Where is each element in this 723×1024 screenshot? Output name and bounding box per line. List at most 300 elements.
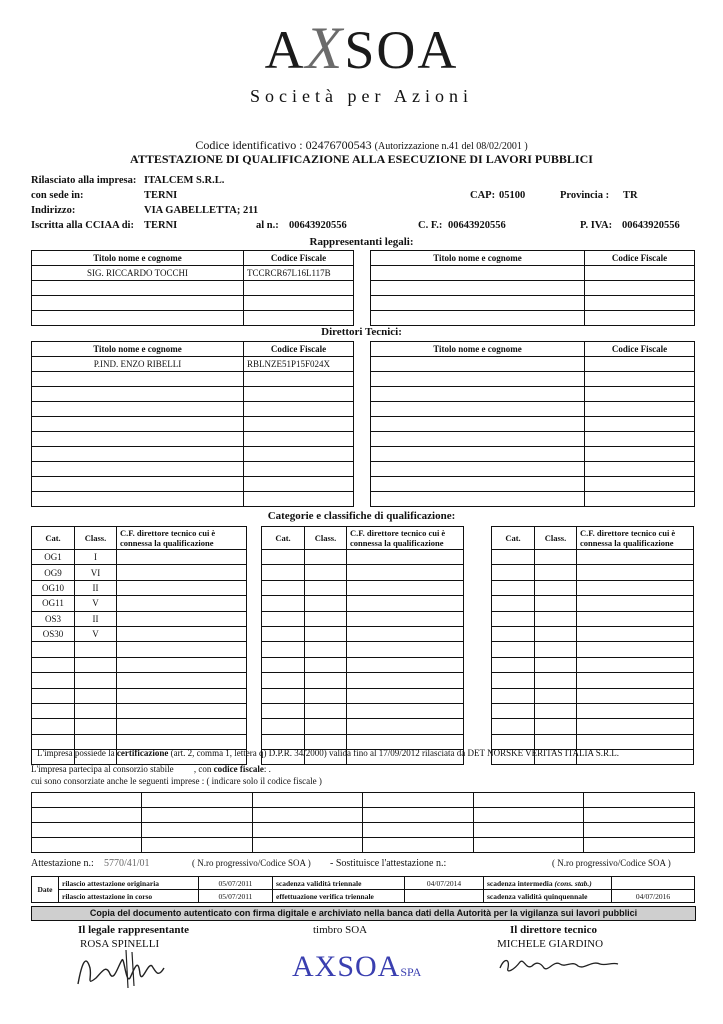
table-row	[492, 657, 694, 672]
direttore-signature	[496, 950, 626, 978]
scadenza-triennale-label: scadenza validità triennale	[273, 877, 405, 890]
cell-cf	[244, 492, 354, 507]
cell-cat	[492, 626, 535, 641]
cf-value: 00643920556	[448, 220, 506, 231]
piva-value: 00643920556	[622, 220, 680, 231]
cell-cf	[117, 550, 247, 565]
cell-cf	[244, 281, 354, 296]
cell-cat	[262, 642, 305, 657]
sede-value: TERNI	[144, 190, 178, 201]
table-row	[32, 477, 354, 492]
axsoa-stamp	[292, 950, 421, 984]
table-row	[32, 281, 354, 296]
cell-class	[535, 688, 577, 703]
cell-cf	[117, 719, 247, 734]
rappresentanti-title: Rappresentanti legali:	[309, 236, 414, 248]
cell-cat: OS3	[32, 611, 75, 626]
table-row	[492, 719, 694, 734]
cell-cat	[262, 703, 305, 718]
cell-class	[535, 673, 577, 688]
cell-name	[32, 402, 244, 417]
table-header-row	[32, 527, 247, 550]
cell-cat	[492, 642, 535, 657]
cell-cf	[577, 565, 694, 580]
scadenza-intermedia-text: scadenza intermedia	[487, 878, 553, 888]
scadenza-intermedia-note: (cons. stab.)	[554, 878, 592, 888]
cell-cat	[492, 688, 535, 703]
legale-label: Il legale rappresentante	[78, 924, 190, 936]
piva-label: P. IVA:	[580, 220, 613, 231]
rilascio-corso-label: rilascio attestazione in corso	[59, 890, 199, 903]
cell-class: V	[75, 626, 117, 641]
cell-class	[305, 596, 347, 611]
cell-name	[371, 417, 585, 432]
logo-a: A	[264, 20, 306, 80]
provincia-label: Provincia :	[560, 190, 610, 201]
categorie-table-1	[31, 526, 247, 765]
table-row	[32, 642, 247, 657]
cell-cf	[117, 580, 247, 595]
cell-class	[305, 719, 347, 734]
cell-name	[32, 387, 244, 402]
cell-cat	[262, 719, 305, 734]
verifica-triennale-label: effettuazione verifica triennale	[273, 890, 405, 903]
direttore-label: Il direttore tecnico	[510, 924, 597, 936]
cell-name	[371, 372, 585, 387]
cell-name	[371, 266, 585, 281]
cell-name	[32, 372, 244, 387]
cell-name: P.IND. ENZO RIBELLI	[32, 357, 244, 372]
table-row	[262, 703, 464, 718]
indirizzo-value: VIA GABELLETTA; 211	[144, 205, 259, 216]
cell-cf	[577, 719, 694, 734]
stamp-spa: SPA	[400, 965, 422, 979]
cell-name	[371, 387, 585, 402]
table-row	[492, 642, 694, 657]
table-row	[492, 688, 694, 703]
document-title: ATTESTAZIONE DI QUALIFICAZIONE ALLA ESECUZIONE DI LAVORI PUBBLICI	[130, 152, 593, 166]
cell-class	[75, 719, 117, 734]
cell-cf	[585, 462, 695, 477]
cell-cf	[117, 596, 247, 611]
table-row	[32, 372, 354, 387]
rilascio-originaria-value: 05/07/2011	[199, 877, 273, 890]
categorie-title: Categorie e classifiche di qualificazione:	[267, 510, 456, 522]
cell-cf	[577, 626, 694, 641]
cell-cf	[585, 296, 695, 311]
cell-class	[535, 596, 577, 611]
table-row	[492, 596, 694, 611]
scadenza-intermedia-value	[612, 877, 695, 890]
table-row	[32, 626, 247, 641]
cell-name	[32, 417, 244, 432]
cell-class	[305, 580, 347, 595]
cell-cf	[347, 626, 464, 641]
cell-cf	[244, 417, 354, 432]
cell-class	[75, 688, 117, 703]
table-row	[32, 688, 247, 703]
table-row	[492, 626, 694, 641]
attestazione-label: Attestazione n.:	[31, 858, 94, 869]
cell-cat	[32, 642, 75, 657]
col-header-class: Class.	[535, 527, 577, 550]
table-row	[32, 565, 247, 580]
table-row	[32, 550, 247, 565]
table-row	[32, 462, 354, 477]
table-row	[371, 492, 695, 507]
table-row	[32, 890, 695, 903]
cell-class	[535, 565, 577, 580]
cell-name	[32, 296, 244, 311]
cell-cf	[244, 432, 354, 447]
cell-name	[371, 432, 585, 447]
cell-cat	[262, 673, 305, 688]
consorzio-text-d: : .	[263, 764, 271, 774]
impresa-name: ITALCEM S.R.L.	[144, 175, 225, 186]
table-header-row	[32, 342, 354, 357]
cert-text-b: certificazione	[116, 748, 169, 758]
codice-identificativo	[0, 138, 723, 153]
table-row	[32, 703, 247, 718]
logo-soa: SOA	[344, 20, 459, 80]
table-row	[262, 596, 464, 611]
categorie-table-2	[261, 526, 464, 765]
cell-cat	[262, 565, 305, 580]
table-row	[371, 372, 695, 387]
cell-cf	[577, 550, 694, 565]
cell-cat: OS30	[32, 626, 75, 641]
autorizzazione: (Autorizzazione n.41 del 08/02/2001 )	[374, 141, 528, 152]
cell-cf	[347, 642, 464, 657]
codice-value: 02476700543	[305, 138, 372, 152]
cell-class: II	[75, 580, 117, 595]
cell-cf	[347, 657, 464, 672]
cell-cf	[577, 703, 694, 718]
cell-cf	[347, 611, 464, 626]
table-row	[32, 823, 695, 838]
cell-cat	[492, 596, 535, 611]
cell-cf	[117, 565, 247, 580]
col-header-class: Class.	[305, 527, 347, 550]
table-row	[492, 565, 694, 580]
col-header-name: Titolo nome e cognome	[32, 342, 244, 357]
cell-name	[32, 311, 244, 326]
table-row	[371, 357, 695, 372]
cell-cf	[585, 432, 695, 447]
consorzio-text-c: codice fiscale	[213, 764, 264, 774]
cell-cf	[117, 673, 247, 688]
cell-class	[305, 688, 347, 703]
col-header-cf: C.F. direttore tecnico cui è connessa la qualificazione	[117, 527, 247, 550]
table-row	[32, 447, 354, 462]
cell-cf	[585, 492, 695, 507]
table-row	[371, 266, 695, 281]
table-row	[32, 402, 354, 417]
table-row	[32, 719, 247, 734]
table-row	[371, 462, 695, 477]
cap-label: CAP:	[470, 190, 496, 201]
table-row	[32, 417, 354, 432]
col-header-cat: Cat.	[32, 527, 75, 550]
cell-class	[305, 642, 347, 657]
stamp-text: AXSOA	[292, 950, 401, 983]
provincia-value: TR	[623, 190, 638, 201]
cell-cat	[262, 550, 305, 565]
cell-cf	[117, 642, 247, 657]
date-label: Date	[32, 877, 59, 903]
cell-name	[371, 462, 585, 477]
scadenza-quinquennale-value: 04/07/2016	[612, 890, 695, 903]
cell-class	[535, 611, 577, 626]
cciaa-label: Iscritta alla CCIAA di:	[31, 220, 134, 231]
cell-class	[535, 626, 577, 641]
col-header-name: Titolo nome e cognome	[371, 251, 585, 266]
cell-cat	[492, 565, 535, 580]
direttori-title: Direttori Tecnici:	[321, 326, 402, 338]
cell-cf	[347, 565, 464, 580]
company-subtitle: Società per Azioni	[250, 86, 473, 106]
attestazione-value: 5770/41/01	[104, 858, 150, 869]
cell-name	[32, 492, 244, 507]
table-row	[32, 580, 247, 595]
cell-cf	[585, 281, 695, 296]
consorzio-line	[31, 764, 271, 774]
cell-class	[305, 611, 347, 626]
cell-cf	[577, 611, 694, 626]
table-row	[32, 838, 695, 853]
rilasciato-label: Rilasciato alla impresa:	[31, 175, 137, 186]
rilascio-originaria-label: rilascio attestazione originaria	[59, 877, 199, 890]
table-row	[371, 296, 695, 311]
consorziate-line: cui sono consorziate anche le seguenti imprese : ( indicare solo il codice fiscale )	[31, 776, 322, 786]
certificazione-line	[37, 748, 619, 758]
cell-cat	[32, 657, 75, 672]
table-row	[262, 550, 464, 565]
cell-cf	[585, 402, 695, 417]
table-row	[492, 703, 694, 718]
table-row	[262, 657, 464, 672]
cell-cf	[244, 477, 354, 492]
table-row	[32, 673, 247, 688]
table-row	[371, 417, 695, 432]
table-row	[32, 492, 354, 507]
cell-cf: RBLNZE51P15F024X	[244, 357, 354, 372]
cell-class: VI	[75, 565, 117, 580]
cell-cf	[117, 611, 247, 626]
cell-cf	[347, 580, 464, 595]
indirizzo-label: Indirizzo:	[31, 205, 76, 216]
cell-cat	[262, 688, 305, 703]
col-header-cf: Codice Fiscale	[585, 342, 695, 357]
table-header-row	[262, 527, 464, 550]
cell-class	[305, 657, 347, 672]
cell-cf	[577, 688, 694, 703]
table-row	[371, 477, 695, 492]
cell-cat: OG9	[32, 565, 75, 580]
cell-cat	[32, 688, 75, 703]
scadenza-quinquennale-label: scadenza validità quinquennale	[484, 890, 612, 903]
legale-signature	[72, 944, 182, 990]
cell-class	[305, 626, 347, 641]
verifica-triennale-value	[405, 890, 484, 903]
cell-cf	[347, 673, 464, 688]
cell-cf	[577, 673, 694, 688]
cell-cat	[492, 580, 535, 595]
cell-cf	[244, 311, 354, 326]
table-row	[32, 266, 354, 281]
cell-class	[535, 719, 577, 734]
col-header-cf: C.F. direttore tecnico cui è connessa la qualificazione	[347, 527, 464, 550]
table-row	[262, 565, 464, 580]
table-header-row	[492, 527, 694, 550]
cell-cf	[577, 580, 694, 595]
codice-label: Codice identificativo :	[195, 138, 303, 152]
cciaa-value: TERNI	[144, 220, 178, 231]
cell-class	[535, 642, 577, 657]
cell-class: V	[75, 596, 117, 611]
table-row	[32, 808, 695, 823]
cell-name	[32, 462, 244, 477]
cell-cat	[32, 673, 75, 688]
scadenza-triennale-value: 04/07/2014	[405, 877, 484, 890]
cell-name	[371, 402, 585, 417]
cell-cf	[244, 447, 354, 462]
cell-cf	[585, 417, 695, 432]
cell-class	[75, 703, 117, 718]
progressivo-note: ( N.ro progressivo/Codice SOA )	[192, 858, 311, 868]
cell-class	[75, 673, 117, 688]
col-header-cf: Codice Fiscale	[585, 251, 695, 266]
cell-class	[305, 550, 347, 565]
cell-cat	[262, 596, 305, 611]
cell-name	[371, 296, 585, 311]
col-header-class: Class.	[75, 527, 117, 550]
table-row	[262, 626, 464, 641]
cell-cf	[244, 296, 354, 311]
cell-cat: OG11	[32, 596, 75, 611]
cell-cf	[585, 387, 695, 402]
cell-class	[75, 642, 117, 657]
cell-cat	[492, 657, 535, 672]
cell-cat	[492, 550, 535, 565]
dates-table	[31, 876, 695, 903]
table-row	[492, 611, 694, 626]
table-row	[371, 447, 695, 462]
table-row	[492, 673, 694, 688]
categorie-table-3	[491, 526, 694, 765]
table-row	[262, 673, 464, 688]
cell-cf	[585, 311, 695, 326]
cell-name	[371, 447, 585, 462]
table-row	[32, 432, 354, 447]
scadenza-intermedia-label	[484, 877, 612, 890]
table-row	[32, 296, 354, 311]
cell-class	[535, 657, 577, 672]
cell-class	[535, 703, 577, 718]
cell-cf	[347, 596, 464, 611]
cell-name	[371, 311, 585, 326]
cell-class	[535, 550, 577, 565]
timbro-label: timbro SOA	[313, 924, 368, 936]
table-row	[262, 719, 464, 734]
table-row	[492, 580, 694, 595]
cell-cf: TCCRCR67L16L117B	[244, 266, 354, 281]
cell-cf	[244, 462, 354, 477]
table-row	[32, 793, 695, 808]
legale-name: ROSA SPINELLI	[80, 938, 160, 950]
cell-class: II	[75, 611, 117, 626]
table-row	[371, 387, 695, 402]
table-row	[32, 877, 695, 890]
table-row	[32, 357, 354, 372]
table-row	[32, 611, 247, 626]
col-header-name: Titolo nome e cognome	[32, 251, 244, 266]
cell-name: SIG. RICCARDO TOCCHI	[32, 266, 244, 281]
cell-cf	[577, 596, 694, 611]
sede-label: con sede in:	[31, 190, 84, 201]
cell-cf	[244, 387, 354, 402]
cell-cat	[492, 703, 535, 718]
consorziate-table	[31, 792, 695, 853]
rilascio-corso-value: 05/07/2011	[199, 890, 273, 903]
cell-class	[305, 703, 347, 718]
cell-cat	[492, 719, 535, 734]
table-header-row	[371, 342, 695, 357]
cell-name	[371, 357, 585, 372]
cell-cf	[347, 703, 464, 718]
cell-cat	[492, 673, 535, 688]
cell-cf	[585, 266, 695, 281]
cell-name	[32, 477, 244, 492]
cell-name	[32, 281, 244, 296]
axsoa-logo	[0, 14, 723, 83]
cell-cf	[117, 703, 247, 718]
col-header-cf: C.F. direttore tecnico cui è connessa la qualificazione	[577, 527, 694, 550]
cell-cat	[262, 611, 305, 626]
cell-cf	[244, 372, 354, 387]
col-header-cat: Cat.	[492, 527, 535, 550]
cell-name	[371, 477, 585, 492]
rappresentanti-table-right	[370, 250, 695, 326]
direttori-table-right	[370, 341, 695, 507]
cell-class	[305, 673, 347, 688]
direttore-name: MICHELE GIARDINO	[497, 938, 604, 950]
table-header-row	[371, 251, 695, 266]
cell-class: I	[75, 550, 117, 565]
table-row	[262, 688, 464, 703]
cell-cf	[347, 688, 464, 703]
table-row	[32, 657, 247, 672]
cell-cf	[244, 402, 354, 417]
cell-cat	[32, 703, 75, 718]
cell-cat	[32, 719, 75, 734]
aln-label: al n.:	[256, 220, 279, 231]
cell-cat: OG10	[32, 580, 75, 595]
table-row	[371, 281, 695, 296]
cell-name	[371, 492, 585, 507]
cell-cat	[492, 611, 535, 626]
cert-text-c: (art. 2, comma 1, lettera q) D.P.R. 34/2000) valida fino al 17/09/2012 rilasciata da DET NORSKE VERITAS ITALIA S.R.L.	[168, 748, 619, 758]
table-header-row	[32, 251, 354, 266]
cell-cf	[577, 657, 694, 672]
cell-name	[32, 447, 244, 462]
rappresentanti-table-left	[31, 250, 354, 326]
cell-cat	[262, 580, 305, 595]
cell-cf	[347, 719, 464, 734]
cell-cf	[117, 688, 247, 703]
copia-banner: Copia del documento autenticato con firma digitale e archiviato nella banca dati della Autorità per la vigilanza sui lavori pubblici	[31, 906, 696, 921]
logo-x: X	[305, 15, 345, 81]
